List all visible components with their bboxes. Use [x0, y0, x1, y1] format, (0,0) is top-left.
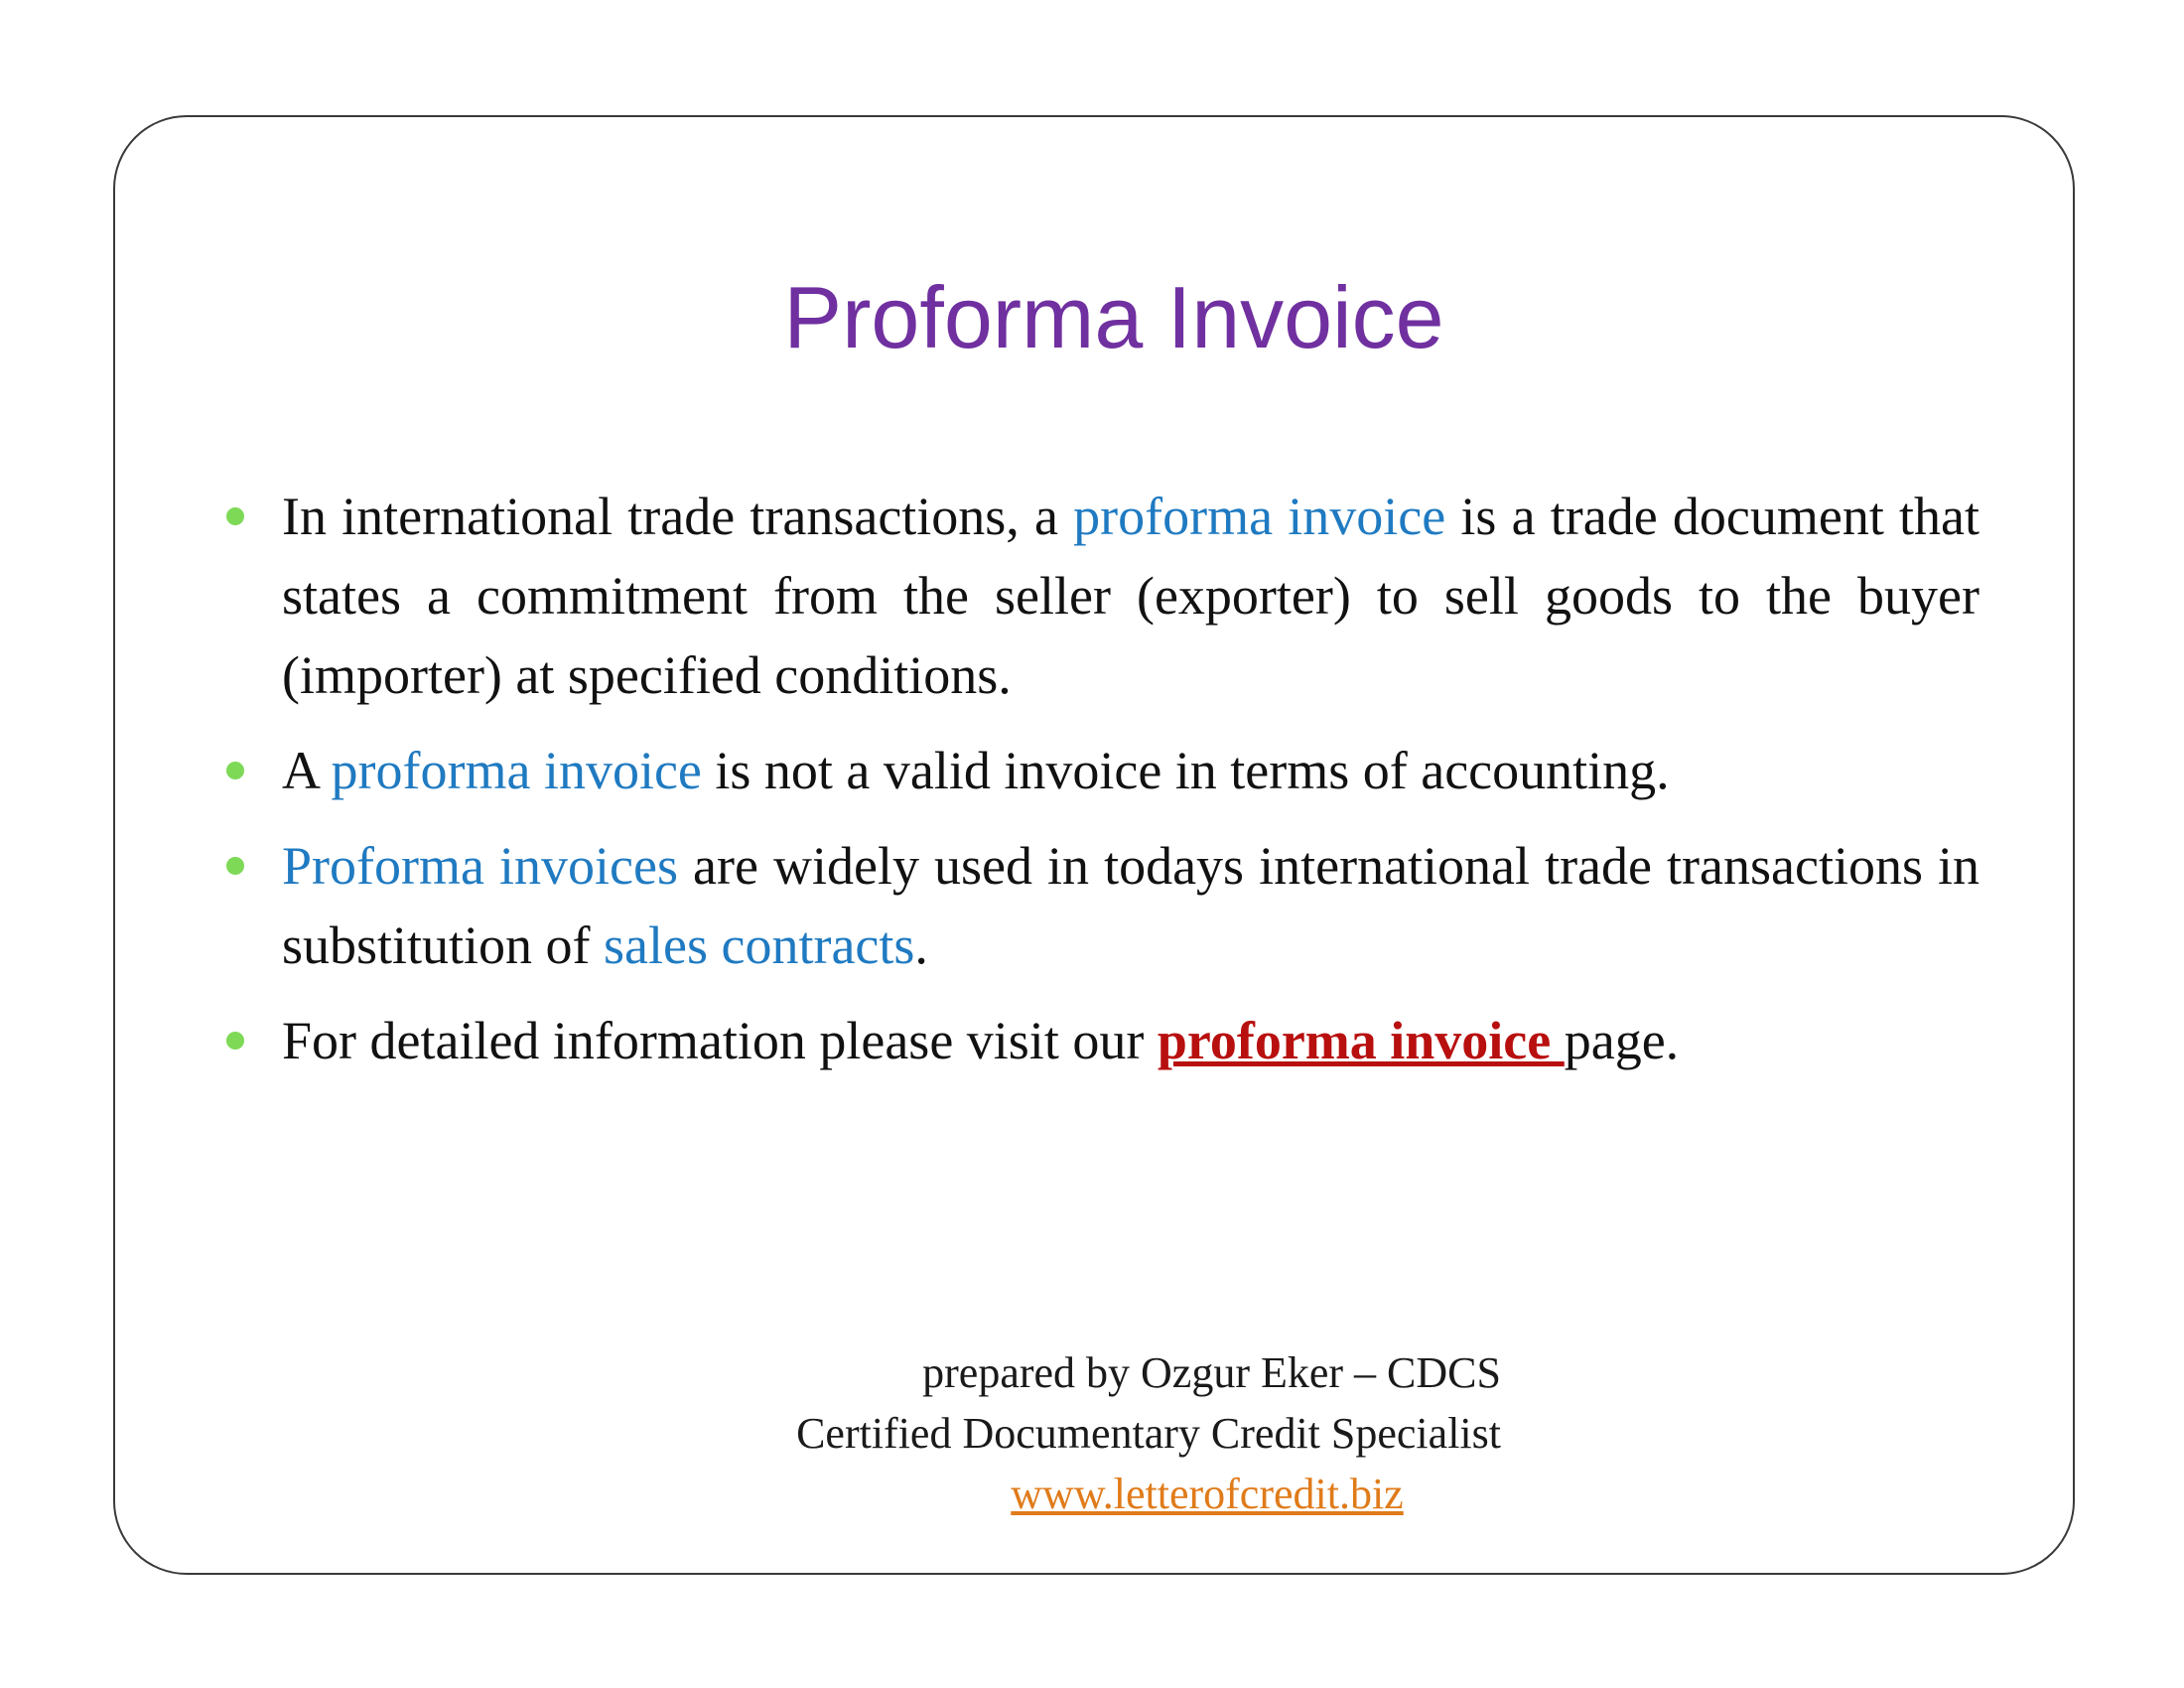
footer [596, 1342, 1501, 1524]
bullet-icon [226, 762, 244, 779]
prepared-by: prepared by Ozgur Eker – CDCS [922, 1348, 1501, 1397]
bullet-item-3 [224, 826, 1979, 985]
proforma-invoice-link[interactable]: proforma invoice [1157, 1011, 1565, 1070]
website-link[interactable]: www.letterofcredit.biz [1011, 1470, 1404, 1518]
bullet-text: page. [1564, 1011, 1680, 1070]
bullet-item-1 [224, 477, 1979, 715]
slide-title: Proforma Invoice [783, 268, 1444, 366]
bullet-text: is not a valid invoice in terms of accounting. [701, 741, 1670, 800]
bullet-text: is a trade document that states a commitment from the seller (exporter) to sell goods to the buyer (importer) at specified conditions. [282, 487, 1979, 705]
bullet-text: are widely used in todays international trade transactions in substitution of [282, 836, 1980, 975]
bullet-text: In international trade transactions, a [282, 487, 1074, 546]
highlight-term: sales contracts [604, 915, 915, 975]
credential: Certified Documentary Credit Specialist [796, 1409, 1501, 1458]
bullet-icon [226, 507, 244, 525]
bullet-text: . [914, 915, 928, 975]
bullet-icon [226, 857, 244, 875]
bullet-item-2 [224, 731, 1979, 810]
highlight-term: proforma invoice [331, 741, 702, 800]
highlight-term: proforma invoice [1073, 487, 1446, 546]
highlight-term: Proforma invoices [282, 836, 678, 896]
bullet-icon [226, 1032, 244, 1050]
bullet-text: For detailed information please visit our [282, 1011, 1158, 1070]
bullet-list [224, 477, 1979, 1096]
bullet-text: A [282, 741, 332, 800]
bullet-item-4 [224, 1001, 1979, 1080]
